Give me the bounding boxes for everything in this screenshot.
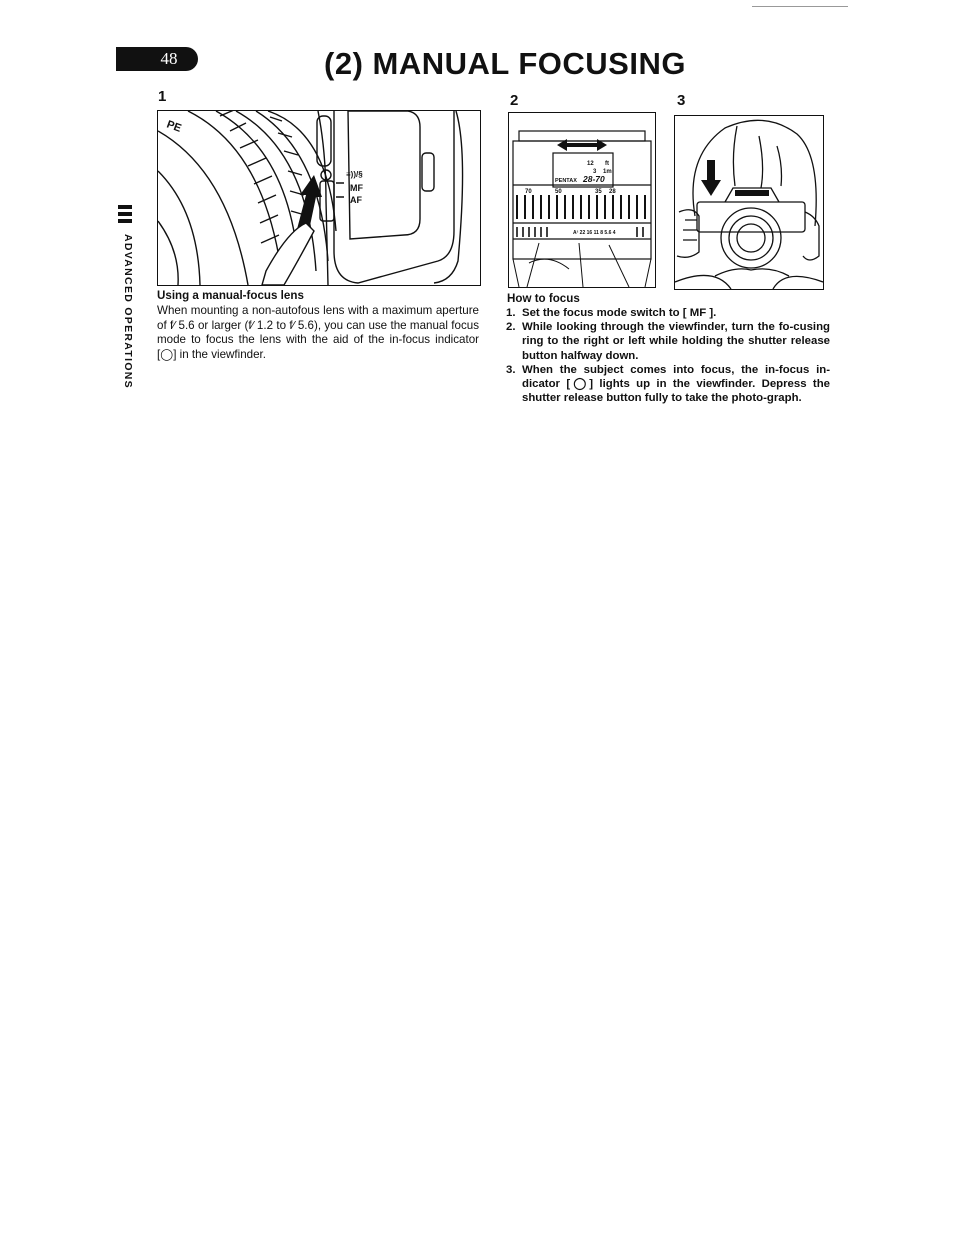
focus-step-1-text: Set the focus mode switch to [ MF ]. — [522, 307, 717, 319]
figure-2-number: 2 — [510, 92, 519, 109]
figure-1-number: 1 — [158, 88, 167, 105]
figure-2-drawing — [509, 113, 655, 287]
figure-2-aperture-scale: A² 22 16 11 8 5.6 4 — [573, 230, 616, 236]
figure-2-lens-brand: PENTAX — [555, 178, 577, 184]
how-to-focus-heading: How to focus — [507, 292, 580, 305]
focus-step-2-number: 2. — [506, 321, 516, 334]
top-rule — [752, 6, 848, 7]
focus-step-3-number: 3. — [506, 363, 516, 376]
figure-3-photographer-illustration — [674, 115, 824, 290]
section-marker-bar-2 — [118, 212, 132, 216]
figure-2-distance-12: 12 — [587, 161, 594, 167]
section-side-label: ADVANCED OPERATIONS — [122, 234, 134, 389]
figure-1-drawing — [158, 111, 480, 285]
figure-3-drawing — [675, 116, 823, 289]
figure-1-camera-lens-illustration — [157, 110, 481, 286]
figure-1-mode-mf-label: MF — [350, 183, 363, 193]
focus-step-3-text: When the subject comes into focus, the in-focus in-dicator [◯] lights up in the viewfinder. Depress the shutter release button fully to take the photo-graph. — [522, 363, 830, 405]
page-number: 48 — [160, 49, 178, 68]
focus-step-1 — [506, 306, 830, 320]
figure-1-mode-af-label: AF — [350, 195, 362, 205]
figure-2-zoom-35: 35 — [595, 189, 602, 195]
figure-1-mode-top-label: ≡))/§ — [346, 170, 363, 179]
figure-2-distance-unit-m: 1m — [603, 169, 612, 175]
focus-steps-list — [506, 306, 830, 405]
figure-2-distance-3: 3 — [593, 169, 597, 175]
figure-1-brand-label: PE — [164, 118, 183, 135]
page-title: (2) MANUAL FOCUSING — [324, 46, 686, 81]
focus-step-3 — [506, 363, 830, 406]
focus-step-1-number: 1. — [506, 307, 516, 319]
focus-step-2 — [506, 320, 830, 363]
section-marker-bar-1 — [118, 205, 132, 209]
figure-2-lens-model: 28-70 — [583, 174, 605, 184]
figure-2-distance-unit-ft: ft — [605, 161, 609, 167]
manual-focus-lens-heading: Using a manual-focus lens — [157, 289, 304, 302]
figure-2-lens-scale-illustration — [508, 112, 656, 288]
figure-2-zoom-28: 28 — [609, 189, 616, 195]
figure-2-zoom-70: 70 — [525, 189, 532, 195]
manual-focus-lens-paragraph: When mounting a non-autofous lens with a maximum aperture of f∕ 5.6 or larger (f∕ 1.2 to f∕ 5.6), you can use the manual focus mode to focus the lens with the aid of the in-focus indicator [◯] in the viewfinder. — [157, 304, 479, 361]
figure-2-zoom-50: 50 — [555, 189, 562, 195]
figure-3-number: 3 — [677, 92, 686, 109]
focus-step-2-text: While looking through the viewfinder, turn the fo-cusing ring to the right or left while holding the shutter release button halfway down. — [522, 321, 830, 362]
section-marker-bar-3 — [118, 219, 132, 223]
page-number-badge — [116, 47, 198, 71]
